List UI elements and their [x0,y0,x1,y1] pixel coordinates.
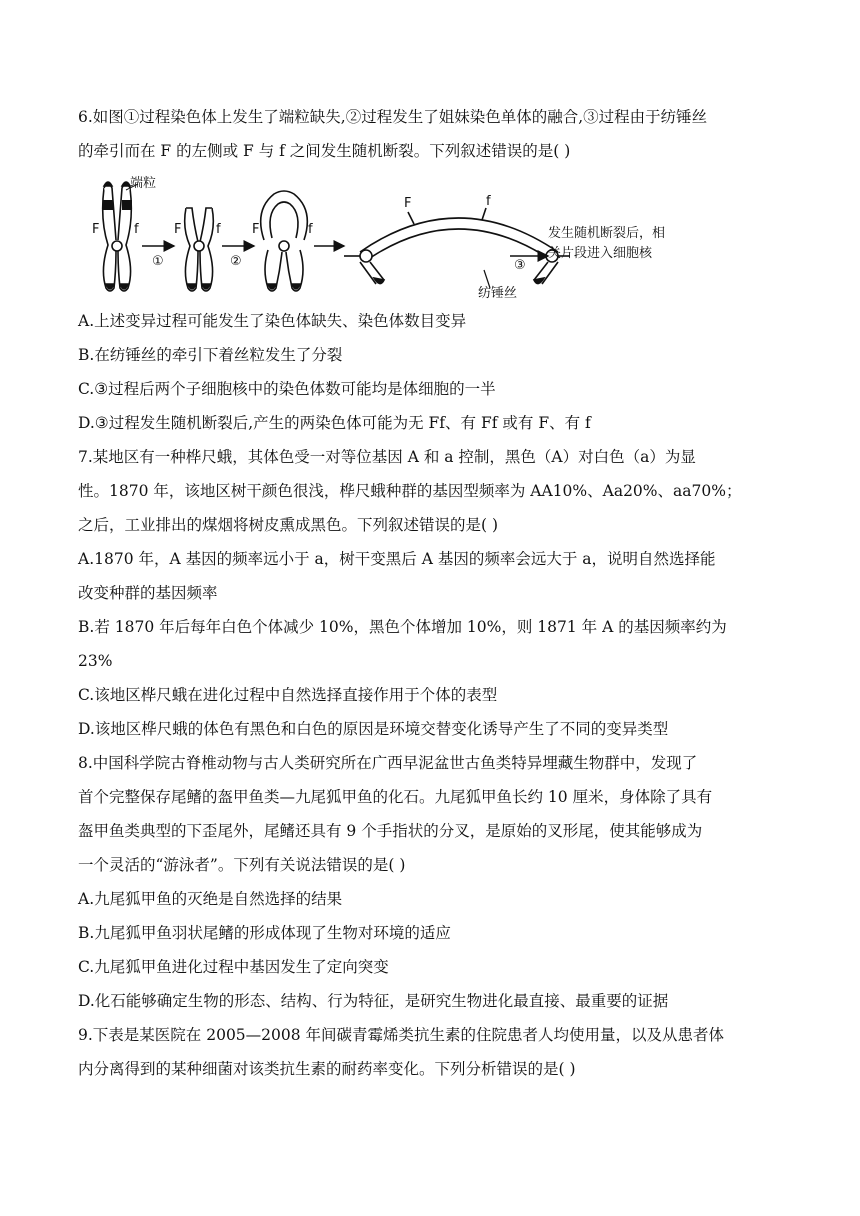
q8-option-c: C.九尾狐甲鱼进化过程中基因发生了定向突变 [78,958,389,976]
chromosome-telomere-lost [185,208,214,291]
q7-stem-line-2: 性。1870 年，该地区树干颜色很浅，桦尺蛾种群的基因型频率为 AA10%、Aa20%、aa70%； [78,482,742,500]
q8-option-a: A.九尾狐甲鱼的灭绝是自然选择的结果 [78,890,343,908]
q8-stem-line-3: 盔甲鱼类典型的下歪尾外，尾鳍还具有 9 个手指状的分叉，是原始的叉形尾，使其能够成为 [78,822,703,840]
q7-stem-line-3: 之后，工业排出的煤烟将树皮熏成黑色。下列叙述错误的是( ) [78,516,499,534]
q8-stem-line-1: 8.中国科学院古脊椎动物与古人类研究所在广西早泥盆世古鱼类特异埋藏生物群中，发现了 [78,754,698,772]
q6-option-d: D.③过程发生随机断裂后,产生的两染色体可能为无 Ff、有 Ff 或有 F、有 f [78,414,591,432]
result-label-line-1: 发生随机断裂后，相 [548,226,666,241]
anaphase-bridge [344,208,570,284]
spindle-label: 纺锤丝 [478,286,518,301]
q8-option-b: B.九尾狐甲鱼羽状尾鳍的形成体现了生物对环境的适应 [78,924,451,942]
q8-option-d: D.化石能够确定生物的形态、结构、行为特征，是研究生物进化最直接、最重要的证据 [78,992,669,1010]
chromosome-diagram-drawing [78,170,778,302]
telomere-label: 端粒 [130,176,157,191]
q6-option-b: B.在纺锤丝的牵引下着丝粒发生了分裂 [78,346,343,364]
q7-option-c: C.该地区桦尺蛾在进化过程中自然选择直接作用于个体的表型 [78,686,498,704]
result-label-line-2: 关片段进入细胞核 [548,246,653,261]
q7-stem-line-1: 7.某地区有一种桦尺蛾，其体色受一对等位基因 A 和 a 控制，黑色（A）对白色（a）为显 [78,448,696,466]
q6-stem-line-2: 的牵引而在 F 的左侧或 F 与 f 之间发生随机断裂。下列叙述错误的是( ) [78,142,571,160]
q6-option-a: A.上述变异过程可能发生了染色体缺失、染色体数目变异 [78,312,467,330]
chromosome-diagram [78,170,778,302]
step-3-label: ③ [514,258,526,273]
q8-stem-line-4: 一个灵活的“游泳者”。下列有关说法错误的是( ) [78,856,406,874]
chromosome-fused [261,191,308,291]
question-9 [78,1018,778,1086]
question-7 [78,440,778,746]
q7-option-d: D.该地区桦尺蛾的体色有黑色和白色的原因是环境交替变化诱导产生了不同的变异类型 [78,720,669,738]
exam-page [78,100,778,1086]
q7-option-a-line-1: A.1870 年，A 基因的频率远小于 a，树干变黑后 A 基因的频率会远大于 a，说明自然选择能 [78,550,716,568]
step-1-label: ① [152,254,164,269]
q9-stem-line-1: 9.下表是某医院在 2005—2008 年间碳青霉烯类抗生素的住院患者人均使用量，以及从患者体 [78,1026,725,1044]
gene-f-label-bridge: f [486,194,491,209]
q7-option-a-line-2: 改变种群的基因频率 [78,584,218,602]
q6-option-c: C.③过程后两个子细胞核中的染色体数可能均是体细胞的一半 [78,380,496,398]
q6-stem-line-1: 6.如图①过程染色体上发生了端粒缺失,②过程发生了姐妹染色单体的融合,③过程由于纺锤丝 [78,108,708,126]
gene-F-label-2: F [174,222,182,237]
gene-F-label-bridge: F [404,196,412,211]
q8-stem-line-2: 首个完整保存尾鳍的盔甲鱼类—九尾狐甲鱼的化石。九尾狐甲鱼长约 10 厘米，身体除了具有 [78,788,713,806]
question-6 [78,100,778,440]
step-2-label: ② [230,254,242,269]
chromosome-normal [103,182,132,291]
gene-f-label-2: f [216,222,221,237]
gene-F-label-1: F [92,222,100,237]
gene-f-label-3: f [308,222,313,237]
q7-option-b-line-1: B.若 1870 年后每年白色个体减少 10%，黑色个体增加 10%，则 1871 年 A 的基因频率约为 [78,618,727,636]
q7-option-b-line-2: 23% [78,652,113,670]
q9-stem-line-2: 内分离得到的某种细菌对该类抗生素的耐药率变化。下列分析错误的是( ) [78,1060,576,1078]
gene-F-label-3: F [252,222,260,237]
gene-f-label-1: f [134,222,139,237]
question-8 [78,746,778,1018]
